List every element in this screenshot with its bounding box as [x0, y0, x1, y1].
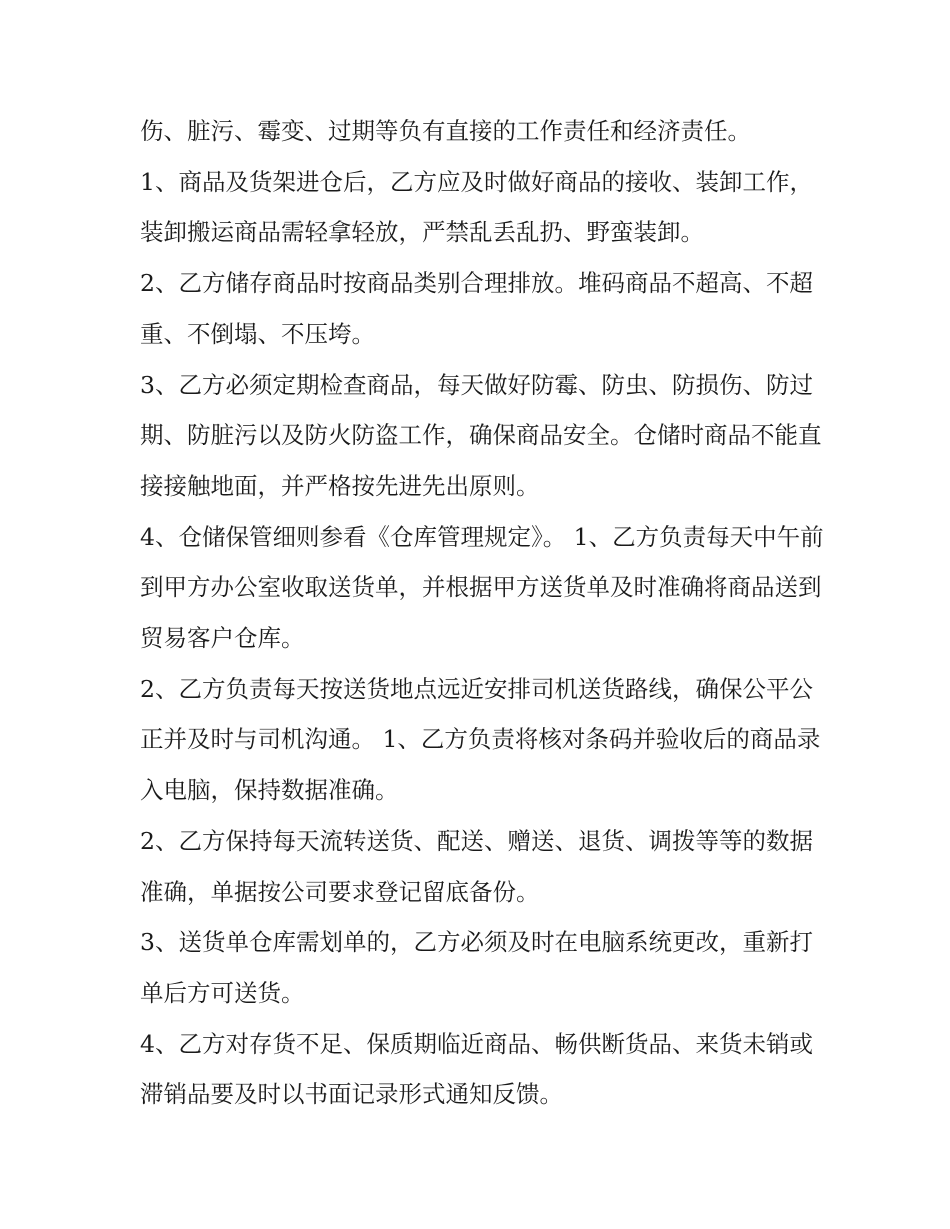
paragraph-9: 4、乙方对存货不足、保质期临近商品、畅供断货品、来货未销或滞销品要及时以书面记录形式通知反馈。 — [140, 1029, 813, 1109]
paragraph-7: 2、乙方保持每天流转送货、配送、赠送、退货、调拨等等的数据准确，单据按公司要求登记留底备份。 — [140, 826, 813, 906]
paragraph-4: 3、乙方必须定期检查商品，每天做好防霉、防虫、防损伤、防过期、防脏污以及防火防盗工作，确保商品安全。仓储时商品不能直接接触地面，并严格按先进先出原则。 — [140, 370, 822, 500]
paragraph-8: 3、送货单仓库需划单的，乙方必须及时在电脑系统更改，重新打单后方可送货。 — [140, 928, 813, 1007]
paragraph-3: 2、乙方储存商品时按商品类别合理排放。堆码商品不超高、不超重、不倒塌、不压垮。 — [140, 269, 813, 348]
paragraph-6: 2、乙方负责每天按送货地点远近安排司机送货路线，确保公平公正并及时与司机沟通。 1、乙方负责将核对条码并验收后的商品录入电脑，保持数据准确。 — [140, 674, 821, 805]
paragraph-2: 1、商品及货架进仓后，乙方应及时做好商品的接收、装卸工作，装卸搬运商品需轻拿轻放，严禁乱丢乱扔、野蛮装卸。 — [140, 167, 813, 247]
document-body — [140, 106, 830, 1120]
paragraph-5: 4、仓储保管细则参看《仓库管理规定》。 1、乙方负责每天中午前到甲方办公室收取送货单，并根据甲方送货单及时准确将商品送到贸易客户仓库。 — [140, 522, 824, 653]
paragraph-1: 伤、脏污、霉变、过期等负有直接的工作责任和经济责任。 — [140, 117, 751, 145]
